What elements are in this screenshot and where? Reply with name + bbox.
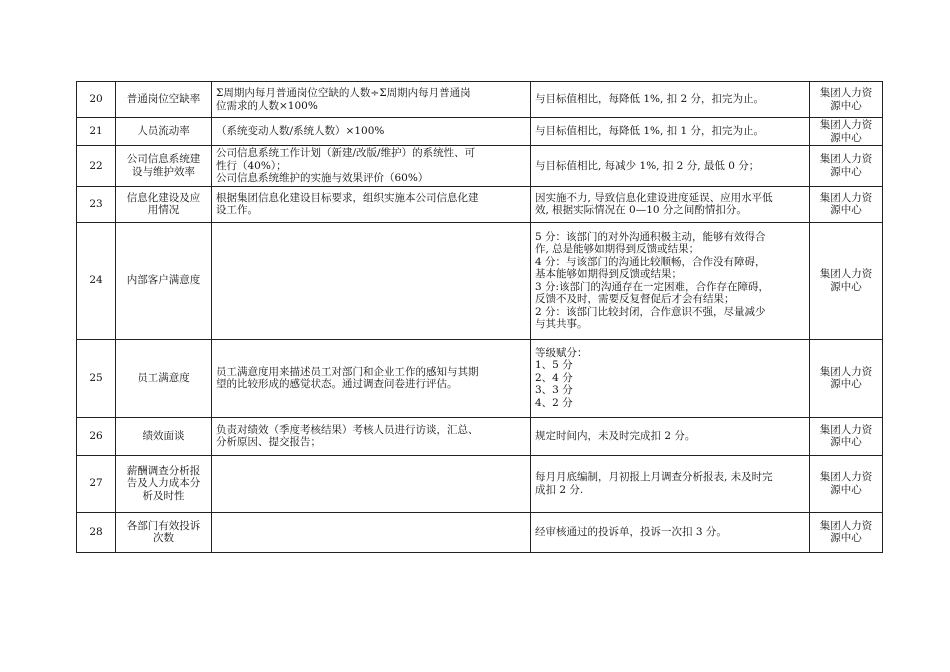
scoring-rule-line: 3 分:该部门的沟通存在一定困难，合作存在障碍， [535,280,770,293]
indicator-name-cell [116,146,212,187]
item-number: 23 [89,197,103,210]
indicator-definition-line: （系统变动人数/系统人数）×100% [216,125,385,138]
indicator-name-cell [116,455,212,512]
table-row [77,222,883,339]
indicator-definition-line: 负责对绩效（季度考核结果）考核人员进行访谈，汇总、 [216,423,479,436]
scoring-rule-line: 效, 根据实际情况在 0—10 分之间酌情扣分。 [535,204,747,216]
scoring-rule-line: 因实施不力, 导致信息化建设进度延误、应用水平低 [535,191,773,204]
scoring-rule-line: 规定时间内，未及时完成扣 2 分。 [535,429,696,442]
responsible-department-line: 源中心 [830,165,862,178]
table-row [77,417,883,455]
responsible-department-line: 集团人力资 [819,87,873,99]
scoring-rule-line: 成扣 2 分. [535,483,584,496]
scoring-rule-line: 等级赋分： [535,346,588,359]
scoring-rule-line: 5 分：该部门的对外沟通积极主动，能够有效得合 [535,230,766,243]
scoring-rule-line: 与目标值相比, 每减少 1%, 扣 2 分, 最低 0 分； [535,159,760,172]
table-row [77,146,883,187]
item-number-cell [77,222,116,339]
item-number-cell [77,417,116,455]
indicator-name-line: 人员流动率 [137,125,190,138]
indicator-name-cell [116,512,212,552]
scoring-rule-line: 作, 总是能够如期得到反馈或结果； [535,243,700,255]
table-row [77,118,883,146]
indicator-name-cell [116,118,212,146]
indicator-name-line: 信息化建设及应 [126,191,201,204]
indicator-name-cell [116,339,212,417]
responsible-department-line: 源中心 [830,99,862,112]
item-number-cell [77,455,116,512]
indicator-definition-cell [212,455,531,512]
scoring-rule-line: 4 分：与该部门的沟通比较顺畅，合作没有障碍， [535,255,766,268]
indicator-definition-cell [212,339,531,417]
item-number: 20 [89,93,103,106]
indicator-name-line: 析及时性 [142,489,185,502]
scoring-rule-line: 2 分：该部门比较封闭，合作意识不强，尽量减少 [535,305,766,318]
item-number-cell [77,82,116,118]
responsible-department-line: 集团人力资 [819,365,873,378]
indicator-definition-cell [212,186,531,222]
indicator-name-cell [116,82,212,118]
scoring-rule-cell [531,222,810,339]
indicator-definition-line: 设工作。 [216,204,258,216]
indicator-name-line: 公司信息系统建 [126,153,201,166]
scoring-rule-cell [531,339,810,417]
item-number-cell [77,512,116,552]
item-number: 26 [89,429,103,442]
item-number: 22 [89,159,103,172]
indicator-definition-line: 望的比较形成的感觉状态。通过调查问卷进行评估。 [216,378,458,390]
responsible-department-line: 集团人力资 [819,471,873,483]
responsible-department-cell [810,146,883,187]
scoring-rule-line: 4、2 分 [535,396,573,409]
indicator-name-line: 用情况 [147,204,180,216]
indicator-name-line: 员工满意度 [137,371,190,384]
kpi-table [76,81,883,553]
responsible-department-line: 集团人力资 [819,519,873,532]
indicator-definition-cell [212,118,531,146]
responsible-department-cell [810,512,883,552]
indicator-name-cell [116,417,212,455]
indicator-definition-cell [212,417,531,455]
responsible-department-line: 源中心 [830,436,862,448]
indicator-definition-cell [212,512,531,552]
scoring-rule-line: 1、5 分 [535,359,573,372]
scoring-rule-line: 与目标值相比，每降低 1%, 扣 2 分，扣完为止。 [535,93,765,106]
indicator-definition-line: 位需求的人数×100% [216,99,318,112]
scoring-rule-line: 与其共事。 [535,318,588,330]
responsible-department-cell [810,186,883,222]
indicator-definition-line: 员工满意度用来描述员工对部门和企业工作的感知与其期 [216,365,479,378]
responsible-department-line: 源中心 [830,483,862,496]
item-number: 28 [89,525,103,538]
indicator-definition-line: 性行（40%）； [216,159,287,172]
item-number: 24 [89,274,103,287]
indicator-definition-line: 公司信息系统工作计划（新建/改版/维护）的系统性、可 [216,147,476,159]
indicator-name-line: 告及人力成本分 [126,477,201,490]
indicator-name-line: 次数 [153,532,174,544]
scoring-rule-cell [531,82,810,118]
responsible-department-line: 集团人力资 [819,191,873,204]
scoring-rule-line: 每月月底编制，月初报上月调查分析报表, 未及时完 [535,471,773,483]
responsible-department-line: 源中心 [830,532,862,544]
indicator-name-line: 薪酬调查分析报 [126,464,201,477]
responsible-department-cell [810,118,883,146]
indicator-name-line: 内部客户满意度 [126,274,201,287]
responsible-department-line: 源中心 [830,131,862,144]
scoring-rule-cell [531,146,810,187]
indicator-definition-cell [212,146,531,187]
responsible-department-cell [810,417,883,455]
responsible-department-line: 源中心 [830,204,862,216]
table-row [77,455,883,512]
responsible-department-cell [810,455,883,512]
scoring-rule-line: 3、3 分 [535,384,573,397]
scoring-rule-cell [531,417,810,455]
indicator-definition-line: 公司信息系统维护的实施与效果评价（60%） [216,172,429,184]
responsible-department-line: 集团人力资 [819,268,873,280]
table-row [77,82,883,118]
indicator-definition-line: 根据集团信息化建设目标要求，组织实施本公司信息化建 [216,191,479,204]
item-number: 25 [89,371,103,384]
indicator-definition-cell [212,222,531,339]
indicator-name-line: 普通岗位空缺率 [126,93,201,106]
indicator-name-line: 各部门有效投诉 [126,519,201,532]
table-row [77,339,883,417]
responsible-department-line: 集团人力资 [819,153,873,166]
item-number-cell [77,186,116,222]
item-number: 27 [89,477,103,490]
kpi-table-body [77,82,883,553]
indicator-name-line: 绩效面谈 [142,429,185,442]
indicator-definition-cell [212,82,531,118]
scoring-rule-cell [531,118,810,146]
indicator-name-cell [116,186,212,222]
indicator-name-line: 设与维护效率 [132,165,195,178]
scoring-rule-line: 2、4 分 [535,371,573,384]
scoring-rule-line: 基本能够如期得到反馈或结果； [535,268,682,280]
responsible-department-cell [810,222,883,339]
item-number-cell [77,146,116,187]
responsible-department-line: 源中心 [830,378,862,390]
scoring-rule-cell [531,512,810,552]
table-row [77,512,883,552]
responsible-department-line: 集团人力资 [819,423,873,436]
item-number-cell [77,339,116,417]
responsible-department-line: 集团人力资 [819,119,873,131]
item-number-cell [77,118,116,146]
responsible-department-cell [810,82,883,118]
scoring-rule-line: 与目标值相比，每降低 1%, 扣 1 分，扣完为止。 [535,125,765,138]
scoring-rule-line: 经审核通过的投诉单，投诉一次扣 3 分。 [535,525,727,538]
indicator-definition-line: 分析原因、提交报告； [216,436,321,448]
responsible-department-cell [810,339,883,417]
scoring-rule-cell [531,186,810,222]
indicator-name-cell [116,222,212,339]
scoring-rule-line: 反馈不及时，需要反复督促后才会有结果； [535,293,735,305]
item-number: 21 [89,125,103,138]
table-row [77,186,883,222]
scoring-rule-cell [531,455,810,512]
responsible-department-line: 源中心 [830,280,862,293]
indicator-definition-line: Σ周期内每月普通岗位空缺的人数÷Σ周期内每月普通岗 [216,87,471,99]
